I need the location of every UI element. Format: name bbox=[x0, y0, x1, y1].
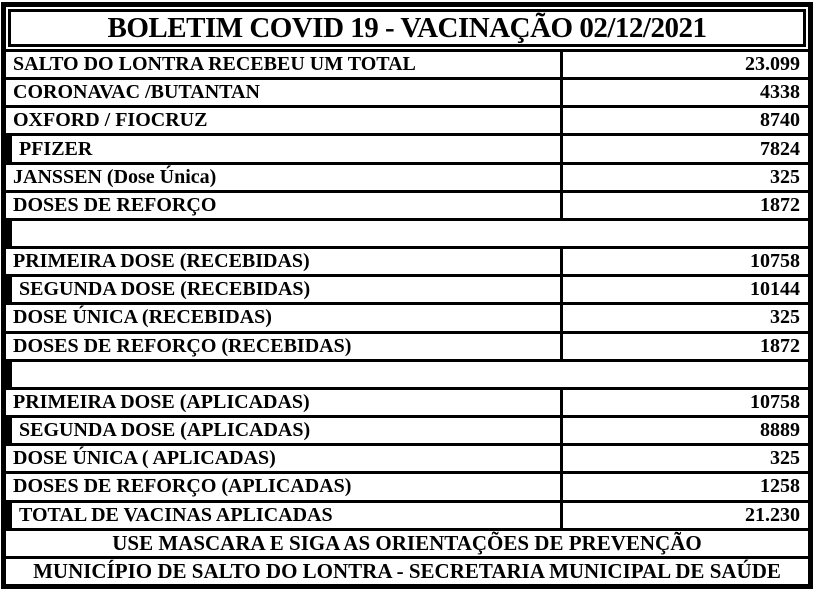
row-label: SEGUNDA DOSE (APLICADAS) bbox=[19, 419, 311, 442]
table-row-total-received bbox=[6, 49, 808, 77]
table-row-coronavac bbox=[6, 77, 808, 105]
row-label: DOSES DE REFORÇO (APLICADAS) bbox=[13, 475, 352, 498]
row-value: 1872 bbox=[560, 334, 808, 359]
row-value: 23.099 bbox=[560, 52, 808, 77]
row-value: 325 bbox=[560, 305, 808, 330]
row-value: 1872 bbox=[560, 193, 808, 218]
row-label: JANSSEN (Dose Única) bbox=[13, 165, 217, 188]
row-value: 7824 bbox=[560, 136, 808, 161]
row-label: OXFORD / FIOCRUZ bbox=[13, 109, 208, 132]
row-value: 8889 bbox=[560, 418, 808, 443]
row-label: CORONAVAC /BUTANTAN bbox=[13, 81, 260, 104]
row-label: PRIMEIRA DOSE (APLICADAS) bbox=[13, 390, 310, 413]
row-value: 10758 bbox=[560, 390, 808, 415]
row-value: 10144 bbox=[560, 277, 808, 302]
spacer-cell bbox=[6, 362, 808, 387]
row-label: DOSES DE REFORÇO bbox=[13, 193, 217, 216]
covid-bulletin-table bbox=[1, 2, 813, 589]
footer-row-notice bbox=[6, 528, 808, 556]
table-row-single-dose-applied bbox=[6, 443, 808, 471]
municipality-signature: MUNICÍPIO DE SALTO DO LONTRA - SECRETARIA MUNICIPAL DE SAÚDE bbox=[33, 558, 781, 583]
table-row-janssen bbox=[6, 162, 808, 190]
row-label: SEGUNDA DOSE (RECEBIDAS) bbox=[19, 278, 311, 301]
row-value: 10758 bbox=[560, 249, 808, 274]
spacer-row bbox=[6, 218, 808, 246]
bulletin-title: BOLETIM COVID 19 - VACINAÇÃO 02/12/2021 bbox=[8, 9, 806, 47]
table-row-single-dose-received bbox=[6, 302, 808, 330]
table-row-second-dose-received bbox=[6, 274, 808, 302]
table-row-booster bbox=[6, 190, 808, 218]
table-row-first-dose-applied bbox=[6, 387, 808, 415]
row-value: 1258 bbox=[560, 474, 808, 499]
spacer-cell bbox=[6, 221, 808, 246]
row-label: PFIZER bbox=[19, 137, 93, 160]
row-label: SALTO DO LONTRA RECEBEU UM TOTAL bbox=[13, 53, 416, 76]
row-label: DOSES DE REFORÇO (RECEBIDAS) bbox=[13, 334, 352, 357]
table-row-total-applied bbox=[6, 500, 808, 528]
table-body bbox=[6, 49, 808, 584]
table-row-booster-applied bbox=[6, 471, 808, 499]
footer-row-signature bbox=[6, 556, 808, 584]
table-row-oxford bbox=[6, 105, 808, 133]
table-row-pfizer bbox=[6, 133, 808, 161]
row-label: PRIMEIRA DOSE (RECEBIDAS) bbox=[13, 250, 310, 273]
spacer-row bbox=[6, 359, 808, 387]
row-value: 4338 bbox=[560, 80, 808, 105]
row-value: 8740 bbox=[560, 108, 808, 133]
row-label: DOSE ÚNICA ( APLICADAS) bbox=[13, 447, 276, 470]
prevention-notice: USE MASCARA E SIGA AS ORIENTAÇÕES DE PREVENÇÃO bbox=[112, 530, 702, 555]
row-value: 325 bbox=[560, 165, 808, 190]
table-row-first-dose-received bbox=[6, 246, 808, 274]
row-label: TOTAL DE VACINAS APLICADAS bbox=[19, 503, 333, 526]
row-value: 325 bbox=[560, 446, 808, 471]
row-value: 21.230 bbox=[560, 503, 808, 528]
table-row-second-dose-applied bbox=[6, 415, 808, 443]
table-row-booster-received bbox=[6, 331, 808, 359]
row-label: DOSE ÚNICA (RECEBIDAS) bbox=[13, 306, 272, 329]
